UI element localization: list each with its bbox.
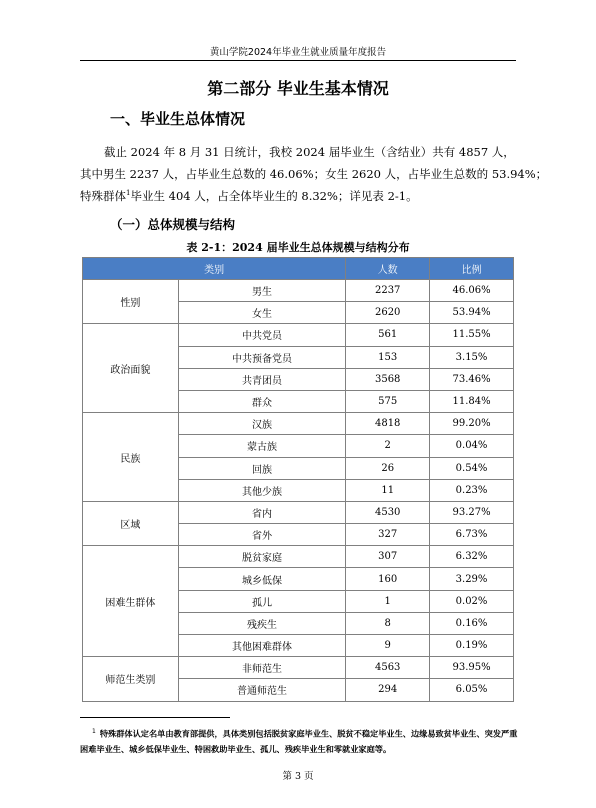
table-row — [83, 546, 514, 568]
paragraph-line-2: 其中男生 2237 人，占毕业生总数的 46.06%；女生 2620 人，占毕业生总数的 53.94%； — [80, 167, 548, 181]
footnote — [80, 724, 520, 757]
footnote-text: 特殊群体认定名单由教育部提供，具体类别包括脱贫家庭毕业生、脱贫不稳定毕业生、边缘易致贫毕业生、突发严重困难毕业生、城乡低保毕业生、特困救助毕业生、孤儿、残疾毕业生和零就业家庭等。 — [80, 728, 518, 754]
page-number: 第 3 页 — [282, 771, 314, 782]
count-cell: 294 — [346, 679, 430, 701]
ratio-cell: 11.84% — [430, 390, 514, 412]
count-cell: 4818 — [346, 413, 430, 435]
ratio-cell: 99.20% — [430, 413, 514, 435]
count-cell: 2620 — [346, 302, 430, 324]
subcategory-cell: 其他困难群体 — [178, 635, 346, 657]
ratio-cell: 0.23% — [430, 479, 514, 501]
subcategory-cell: 省外 — [178, 524, 346, 546]
subcategory-cell: 中共党员 — [178, 324, 346, 346]
ratio-cell: 93.27% — [430, 501, 514, 523]
footnote-mark: 1 — [92, 728, 96, 735]
count-cell: 2237 — [346, 280, 430, 302]
subcategory-cell: 男生 — [178, 280, 346, 302]
category-cell: 区域 — [83, 501, 179, 545]
table-row — [83, 501, 514, 523]
ratio-cell: 93.95% — [430, 657, 514, 679]
table-row — [83, 324, 514, 346]
count-cell: 160 — [346, 568, 430, 590]
count-cell: 8 — [346, 612, 430, 634]
subcategory-cell: 其他少族 — [178, 479, 346, 501]
paragraph-line-3-start: 特殊群体 — [80, 189, 126, 203]
ratio-cell: 0.04% — [430, 435, 514, 457]
ratio-cell: 0.54% — [430, 457, 514, 479]
table-row — [83, 657, 514, 679]
category-cell: 师范生类别 — [83, 657, 179, 701]
ratio-cell: 6.32% — [430, 546, 514, 568]
subcategory-cell: 群众 — [178, 390, 346, 412]
ratio-cell: 6.73% — [430, 524, 514, 546]
table-caption: 表 2-1：2024 届毕业生总体规模与结构分布 — [186, 241, 410, 254]
subsection-title: （一）总体规模与结构 — [110, 217, 236, 232]
count-cell: 11 — [346, 479, 430, 501]
subcategory-cell: 非师范生 — [178, 657, 346, 679]
footnote-reference[interactable]: 1 — [126, 189, 131, 198]
count-cell: 9 — [346, 635, 430, 657]
ratio-cell: 46.06% — [430, 280, 514, 302]
ratio-cell: 6.05% — [430, 679, 514, 701]
header-count: 人数 — [346, 258, 430, 280]
subcategory-cell: 省内 — [178, 501, 346, 523]
count-cell: 327 — [346, 524, 430, 546]
count-cell: 307 — [346, 546, 430, 568]
subcategory-cell: 城乡低保 — [178, 568, 346, 590]
ratio-cell: 11.55% — [430, 324, 514, 346]
subcategory-cell: 脱贫家庭 — [178, 546, 346, 568]
category-cell: 政治面貌 — [83, 324, 179, 413]
category-cell: 困难生群体 — [83, 546, 179, 657]
table-row — [83, 413, 514, 435]
count-cell: 561 — [346, 324, 430, 346]
running-header: 黄山学院2024年毕业生就业质量年度报告 — [209, 47, 387, 58]
paragraph-line-3-end: 毕业生 404 人，占全体毕业生的 8.32%；详见表 2-1。 — [130, 189, 418, 203]
category-cell: 性别 — [83, 280, 179, 324]
graduate-structure-table — [82, 257, 514, 702]
count-cell: 575 — [346, 390, 430, 412]
section-title: 一、毕业生总体情况 — [110, 110, 246, 128]
subcategory-cell: 普通师范生 — [178, 679, 346, 701]
subcategory-cell: 女生 — [178, 302, 346, 324]
count-cell: 2 — [346, 435, 430, 457]
count-cell: 4530 — [346, 501, 430, 523]
header-ratio: 比例 — [430, 258, 514, 280]
count-cell: 1 — [346, 590, 430, 612]
subcategory-cell: 残疾生 — [178, 612, 346, 634]
ratio-cell: 0.16% — [430, 612, 514, 634]
paragraph-line-3 — [80, 188, 520, 204]
header-category: 类别 — [83, 258, 346, 280]
paragraph-line-1: 截止 2024 年 8 月 31 日统计，我校 2024 届毕业生（含结业）共有 4857 人， — [104, 145, 515, 159]
subcategory-cell: 汉族 — [178, 413, 346, 435]
subcategory-cell: 中共预备党员 — [178, 346, 346, 368]
subcategory-cell: 孤儿 — [178, 590, 346, 612]
table-header-row — [83, 258, 514, 280]
ratio-cell: 0.02% — [430, 590, 514, 612]
count-cell: 26 — [346, 457, 430, 479]
subcategory-cell: 回族 — [178, 457, 346, 479]
count-cell: 153 — [346, 346, 430, 368]
part-title: 第二部分 毕业生基本情况 — [207, 79, 389, 98]
ratio-cell: 73.46% — [430, 368, 514, 390]
count-cell: 3568 — [346, 368, 430, 390]
category-cell: 民族 — [83, 413, 179, 502]
ratio-cell: 0.19% — [430, 635, 514, 657]
ratio-cell: 3.15% — [430, 346, 514, 368]
table-row — [83, 280, 514, 302]
footnote-divider — [80, 717, 230, 718]
ratio-cell: 53.94% — [430, 302, 514, 324]
ratio-cell: 3.29% — [430, 568, 514, 590]
header-divider — [80, 60, 516, 61]
count-cell: 4563 — [346, 657, 430, 679]
subcategory-cell: 共青团员 — [178, 368, 346, 390]
subcategory-cell: 蒙古族 — [178, 435, 346, 457]
